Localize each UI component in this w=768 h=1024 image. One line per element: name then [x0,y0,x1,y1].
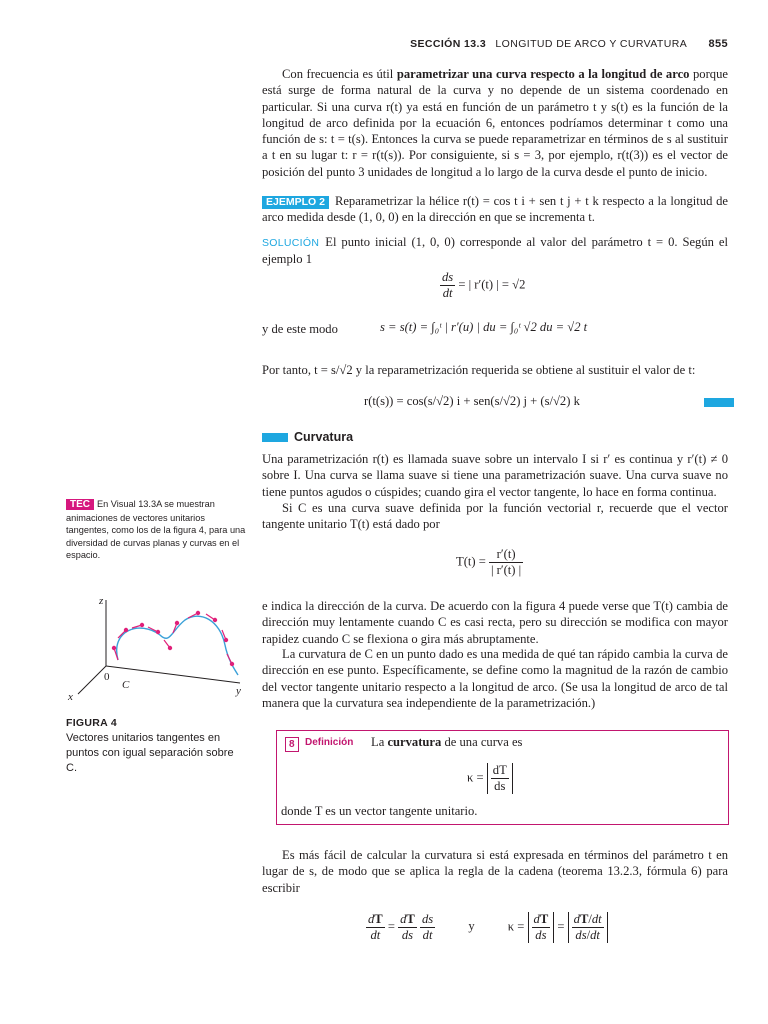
equation-ds-dt: $\frac{ds}{dt}$ = | r′(t) | = √2 [442,270,526,300]
origin-label: 0 [104,671,110,683]
solution-tag: SOLUCIÓN [262,237,320,249]
curvature-paragraph-2: Si C es una curva suave definida por la función vectorial r, recuerde que el vector tangente unitario T(t) está dado por [262,501,728,532]
figure-4-diagram [60,590,260,705]
curvature-paragraph-1: Una parametrización r(t) es llamada suave sobre un intervalo I si r′ es continua y r′(t) ≠ 0 sobre I. Una curva se llama suave si tiene una parametrización suave. Una curva suave no tiene puntos agudos o cúspides; cuando gira el vector tangente, lo hace en forma continua. [262,452,728,499]
end-of-example-marker [704,398,734,407]
tangent-vectors [112,611,233,665]
section-number: SECCIÓN 13.3 [410,38,487,50]
axis-label-z: z [99,595,104,607]
definition-text: La curvatura de una curva es [371,735,523,749]
definition-formula: κ = $\frac{dT}{ds}$ [467,763,513,794]
example-tag: EJEMPLO 2 [262,196,329,209]
intro-bold: parametrizar una curva respecto a la longitud de arco [396,67,690,81]
tec-badge: TEC [66,499,94,510]
running-header [410,38,728,50]
definition-box [276,730,729,825]
solution-text: El punto inicial (1, 0, 0) corresponde al valor del parámetro t = 0. Según el ejemplo 1 [262,235,728,267]
section-heading-curvature: Curvatura [262,430,353,444]
section-title: LONGITUD DE ARCO Y CURVATURA [495,38,688,50]
definition-number: 8 [285,737,299,752]
x-axis [78,666,106,694]
curvature-paragraph-3: e indica la dirección de la curva. De acuerdo con la figura 4 puede verse que T(t) cambia de dirección muy lentamente cuando C es casi recta, pero su dirección se modifica con mayor rapidez cuando C se flexiona o gira más abruptamente. [262,599,728,646]
definition-footer: donde T es un vector tangente unitario. [281,804,478,818]
therefore-text: Por tanto, t = s/√2 y la reparametrización requerida se obtiene al sustituir el valor de t: [262,363,696,377]
definition-label: Definición [305,737,354,748]
equation-unit-tangent: T(t) = $\frac{r'(t)}{| r'(t) |}$ [456,547,522,577]
page-number: 855 [708,38,728,50]
axis-label-y: y [236,685,241,697]
example-2 [262,193,728,226]
solution [262,234,728,268]
intro-text: Con frecuencia es útil [282,67,397,81]
intro-paragraph [262,66,728,180]
tec-note: TEC En Visual 13.3A se muestran animaciones de vectores unitarios tangentes, como los de la figura 4, para una diversidad de curvas planas y curvas en el espacio. [66,499,246,561]
curvature-paragraph-4: La curvatura de C en un punto dado es una medida de qué tan rápido cambia la curva de dirección en ese punto. Específicamente, se define como la magnitud de la razón de cambio del vector tangente unitario respecto a la longitud de arco. (Se usa la longitud de arco de tal manera que la curvatura sea independiente de la parametrización.) [262,647,728,710]
figure-label: FIGURA 4 [66,717,118,729]
axis-label-x: x [68,691,73,703]
example-text: Reparametrizar la hélice r(t) = cos t i + sen t j + t k respecto a la longitud de arco medida desde (1, 0, 0) en la dirección en que se incrementa t. [262,194,728,225]
intro-text-rest: porque está surge de forma natural de la curva y no depende de un sistema coordenado en particular. Si una curva r(t) ya está en función de un parámetro t y s(t) es la función de la longitud de arco definida por la ecuación 6, entonces podríamos determinar t como una función de s: t = t(s). Entonces la curva se puede reparametrizar en términos de s al sustituir a t en su lugar t: r = r(t(s)). Por consiguiente, si s = 3, por ejemplo, r(t(3)) es el vector de posición del punto 3 unidades de longitud a lo largo de la curva desde el punto de inicio. [262,67,728,179]
curve-label-C: C [122,679,130,691]
equation-chain-rule: $\frac{dT}{dt}$ = $\frac{dT}{ds}$ $\frac{ds}{dt}$ y κ = $\frac{dT}{ds}$ = $\frac{dT/dt}{ds/dt}$ [366,912,608,943]
closing-paragraph: Es más fácil de calcular la curvatura si está expresada en términos del parámetro t en lugar de s, de modo que se aplica la regla de la cadena (teorema 13.2.3, fórmula 6) para escribir [262,848,728,895]
equation-arc-length-label: y de este modo [262,322,338,336]
equation-reparametrization: r(t(s)) = cos(s/√2) i + sen(s/√2) j + (s/√2) k [364,394,580,408]
equation-arc-length: s = s(t) = ∫₀ᵗ | r′(u) | du = ∫₀ᵗ √2 du = √2 t [380,320,588,334]
figure-4-caption: FIGURA 4 Vectores unitarios tangentes en puntos con igual separación sobre C. [66,717,234,774]
